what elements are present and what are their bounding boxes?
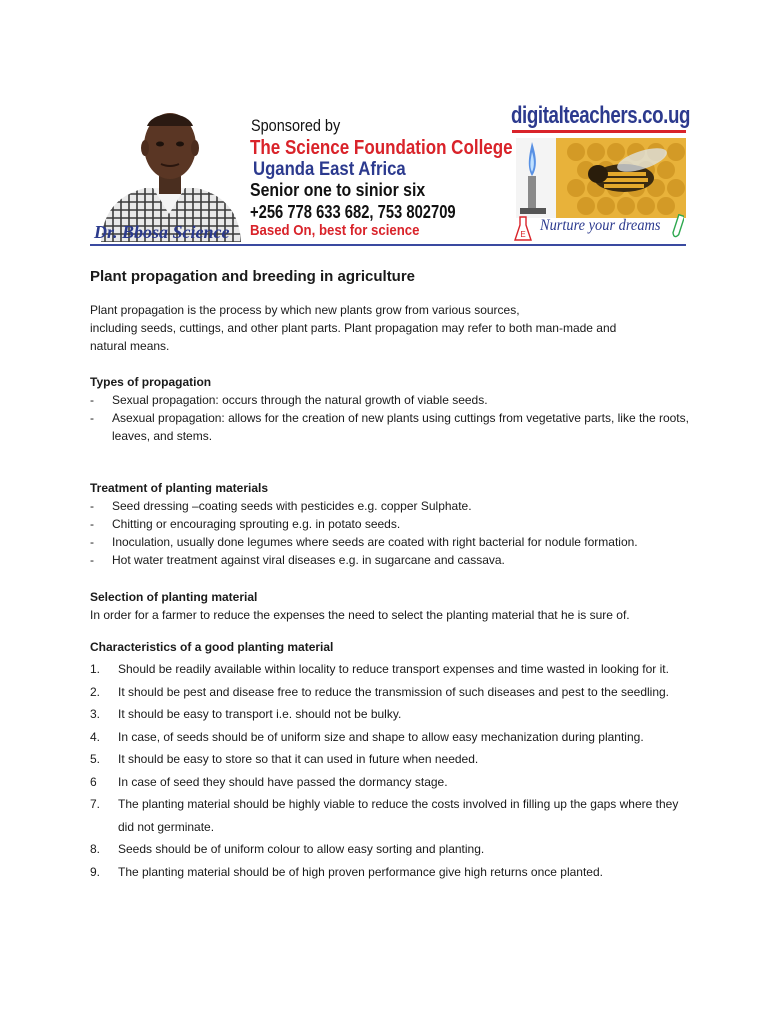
selection-section <box>90 588 690 624</box>
list-item: 8. Seeds should be of uniform colour to allow easy sorting and planting. <box>90 842 485 856</box>
flask-letter: E <box>520 230 526 239</box>
characteristics-heading: Characteristics of a good planting material <box>90 640 334 654</box>
selection-text: In order for a farmer to reduce the expenses the need to select the planting material that he is sure of. <box>90 608 630 622</box>
test-tube-icon <box>672 214 684 240</box>
website-link[interactable]: digitalteachers.co.ug <box>511 102 691 129</box>
intro-line: Plant propagation is the process by which new plants grow from various sources, <box>90 303 520 317</box>
treatment-list <box>90 497 690 569</box>
intro-line: including seeds, cuttings, and other plant parts. Plant propagation may refer to both man-made and <box>90 321 617 335</box>
list-item: 6 In case of seed they should have passed the dormancy stage. <box>90 774 448 789</box>
document-body <box>90 268 690 883</box>
list-item: - Seed dressing –coating seeds with pesticides e.g. copper Sulphate. <box>90 499 472 513</box>
college-levels: Senior one to sinior six <box>250 180 426 200</box>
flask-icon <box>514 216 532 242</box>
list-item: 3. It should be easy to transport i.e. should not be bulky. <box>90 707 402 721</box>
treatment-heading: Treatment of planting materials <box>90 481 269 495</box>
list-item: - Sexual propagation: occurs through the natural growth of viable seeds. <box>90 393 488 407</box>
list-item: 7. The planting material should be highly viable to reduce the costs involved in filling up the gaps where they did not germinate. <box>90 797 679 834</box>
list-item: 1. Should be readily available within locality to reduce transport expenses and time wasted in looking for it. <box>90 662 669 676</box>
selection-heading: Selection of planting material <box>90 590 258 604</box>
list-item: - Chitting or encouraging sprouting e.g. in potato seeds. <box>90 517 401 531</box>
types-list <box>90 391 690 445</box>
list-item: 5. It should be easy to store so that it can used in future when needed. <box>90 752 479 766</box>
intro-paragraph <box>90 301 690 355</box>
intro-line: natural means. <box>90 339 170 353</box>
list-item: - Hot water treatment against viral diseases e.g. in sugarcane and cassava. <box>90 553 505 567</box>
characteristics-section <box>90 638 690 883</box>
website-underline <box>512 130 686 133</box>
list-item: 4. In case, of seeds should be of uniform size and shape to allow easy mechanization during planting. <box>90 729 644 744</box>
treatment-section <box>90 479 690 569</box>
list-item: 2. It should be pest and disease free to reduce the transmission of such diseases and pest to the seedling. <box>90 684 670 699</box>
types-heading: Types of propagation <box>90 375 212 389</box>
college-location: Uganda East Africa <box>253 159 406 180</box>
characteristics-list <box>90 658 690 883</box>
banner-divider <box>90 244 686 246</box>
college-tagline: Based On, best for science <box>250 222 420 239</box>
college-name: The Science Foundation College <box>250 137 513 159</box>
list-item: - Asexual propagation: allows for the creation of new plants using cuttings from vegetative parts, like the roots, leaves, and stems. <box>90 411 689 443</box>
header-banner <box>88 98 691 250</box>
list-item: 9. The planting material should be of high proven performance give high returns once planted. <box>90 864 603 879</box>
motto: Nurture your dreams <box>540 217 661 234</box>
list-item: - Inoculation, usually done legumes where seeds are coated with right bacterial for nodule formation. <box>90 535 638 549</box>
types-section <box>90 373 690 445</box>
sponsored-by-label: Sponsored by <box>251 116 341 135</box>
author-photo <box>93 102 245 242</box>
author-signature: Dr. Bbosa Science <box>94 222 230 242</box>
page-title: Plant propagation and breeding in agriculture <box>90 268 416 285</box>
college-phone: +256 778 633 682, 753 802709 <box>250 202 456 222</box>
bee-and-burner-image <box>516 138 686 218</box>
